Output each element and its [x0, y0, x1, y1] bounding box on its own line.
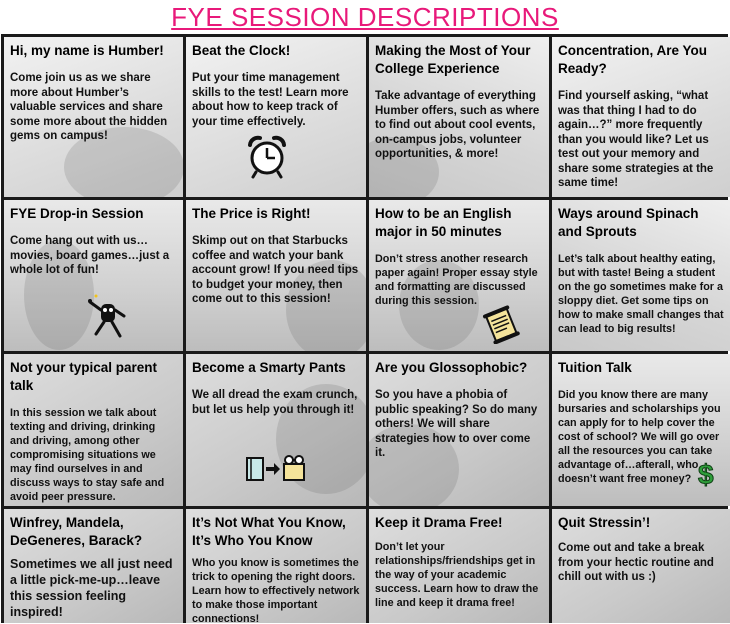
alarm-clock-icon — [244, 133, 290, 179]
session-card-drama-free — [369, 509, 549, 623]
session-card-english-major — [369, 200, 549, 351]
session-card-inspiration — [4, 509, 183, 623]
session-card-smarty-pants — [186, 354, 366, 506]
session-title: Not your typical parent talk — [10, 360, 158, 393]
session-title: Concentration, Are You Ready? — [558, 43, 708, 76]
session-card-humber — [4, 37, 183, 197]
session-description: Did you know there are many bursaries and scholarships you can apply for to help cover the cost of school? We will go over all the resources you can take advantage of…afterall, who doesn’t want free money? — [558, 389, 721, 485]
session-grid — [1, 34, 728, 623]
session-description: So you have a phobia of public speaking? So do many others! We will share strategies how to over come it. — [375, 389, 538, 459]
book-and-nerd-icon — [244, 452, 308, 484]
session-description: Don’t stress another research paper again! Proper essay style and formatting are discussed during this session. — [375, 253, 538, 307]
page-title: FYE SESSION DESCRIPTIONS — [171, 2, 559, 32]
session-description: Let’s talk about healthy eating, but with taste! Being a student on the go sometimes make for a sloppy diet. Get some tips on how to make small changes that can lead to big results! — [558, 253, 724, 335]
session-description: Don’t let your relationships/friendships get in the way of your academic success. Learn how to draw the line and keep it drama free! — [375, 541, 539, 609]
session-title: Quit Stressin’! — [558, 515, 651, 530]
session-title: It’s Not What You Know, It’s Who You Know — [192, 515, 346, 548]
session-description: We all dread the exam crunch, but let us help you through it! — [192, 389, 358, 416]
session-description: Put your time management skills to the test! Learn more about how to keep track of your time effectively. — [192, 72, 349, 128]
session-card-beat-the-clock — [186, 37, 366, 197]
session-title: Become a Smarty Pants — [192, 360, 346, 375]
session-title: Keep it Drama Free! — [375, 515, 503, 530]
paper-scroll-icon — [481, 304, 521, 344]
session-card-parent-talk — [4, 354, 183, 506]
session-card-glossophobic — [369, 354, 549, 506]
session-title: Hi, my name is Humber! — [10, 43, 164, 58]
session-card-price-is-right — [186, 200, 366, 351]
session-card-concentration — [552, 37, 730, 197]
session-description: Find yourself asking, “what was that thing I had to do again…?” more frequently than you would like? Let us test out your memory and share some strategies at the same time! — [558, 90, 714, 189]
session-description: Sometimes we all just need a little pick-me-up…leave this session feeling inspired! — [10, 557, 173, 619]
session-description: Skimp out on that Starbucks coffee and watch your bank account grow! If you need tips to budget your money, then come out to this session! — [192, 235, 359, 305]
session-description: Come hang out with us…movies, board games…just a whole lot of fun! — [10, 235, 170, 276]
session-description: Take advantage of everything Humber offers, such as where to find out about cool events, on-campus jobs, volunteer opportunities, & more! — [375, 90, 540, 160]
session-card-drop-in — [4, 200, 183, 351]
session-description: Come join us as we share more about Humber’s valuable services and share some more about the hidden gems on campus! — [10, 72, 168, 142]
session-title: FYE Drop-in Session — [10, 206, 144, 221]
dollar-sign-icon: $ — [698, 459, 714, 490]
session-title: Winfrey, Mandela, DeGeneres, Barack? — [10, 515, 143, 548]
session-card-spinach-sprouts — [552, 200, 730, 351]
session-card-college-experience — [369, 37, 549, 197]
session-card-networking — [186, 509, 366, 623]
session-title: Are you Glossophobic? — [375, 360, 528, 375]
session-title: Tuition Talk — [558, 360, 632, 375]
session-title: How to be an English major in 50 minutes — [375, 206, 512, 239]
session-title: The Price is Right! — [192, 206, 311, 221]
session-description: Who you know is sometimes the trick to opening the right doors. Learn how to effectively network to make those important connections! — [192, 557, 360, 623]
session-card-quit-stressin — [552, 509, 730, 623]
session-title: Making the Most of Your College Experience — [375, 43, 531, 76]
dancing-figure-icon — [86, 292, 130, 340]
session-title: Ways around Spinach and Sprouts — [558, 206, 699, 239]
session-description: Come out and take a break from your hectic routine and chill out with us :) — [558, 542, 714, 583]
session-card-tuition-talk — [552, 354, 730, 506]
session-title: Beat the Clock! — [192, 43, 291, 58]
session-description: In this session we talk about texting and driving, drinking and driving, among other compromising situations we may find ourselves in and discuss ways to stay safe and avoid peer pressure. — [10, 407, 165, 503]
